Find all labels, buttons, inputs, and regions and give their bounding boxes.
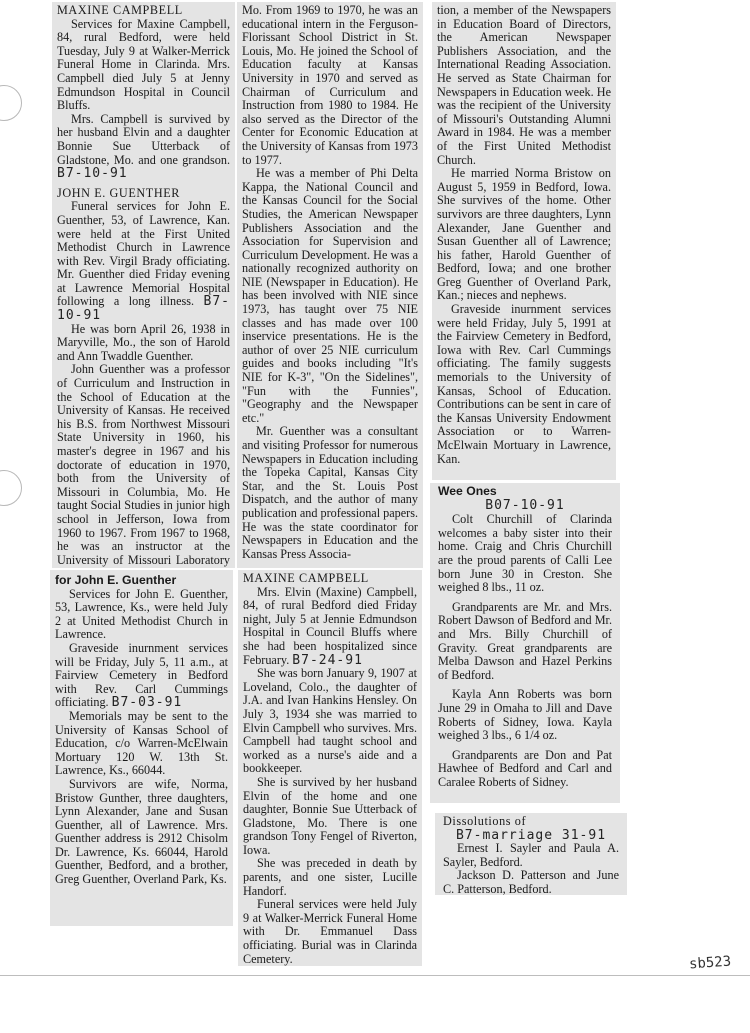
clipping-guenther-conclusion xyxy=(432,2,616,480)
clipping-dissolutions xyxy=(435,813,627,895)
clipping-maxine-guenther xyxy=(52,2,235,568)
paragraph: Grandparents are Mr. and Mrs. Robert Dawson of Bedford and Mr. and Mrs. Billy Churchill of Gravity. Great grandparents are Melba Dawson and Hazel Perkins of Bedford. xyxy=(438,599,612,682)
paragraph: Funeral services were held July 9 at Walker-Merrick Funeral Home with Dr. Emmanuel Dass officiating. Burial was in Clarinda Cemetery. xyxy=(243,897,417,966)
paragraph: Graveside inurnment services were held Friday, July 5, 1991 at the Fairview Cemetery in Bedford, Iowa with Rev. Carl Cummings officiating. The family suggests memorials to the University of Kansas, School of Education. Contributions can be sent in care of the Kansas University Endowment Association or to Warren-McElwain Mortuary in Lawrence, Kan. xyxy=(437,302,611,466)
paragraph: Colt Churchill of Clarinda welcomes a baby sister into their home. Craig and Chris Churchill are the proud parents of Calli Lee born June 30 in Creston. She weighed 8 lbs., 11 oz. xyxy=(438,512,612,595)
clipping-for-john-guenther xyxy=(50,570,233,926)
paragraph: Mrs. Campbell is survived by her husband Elvin and a daughter Bonnie Sue Utterback of Gladstone, Mo. and one grandson. B7-10-91 xyxy=(57,111,230,182)
paragraph: Graveside inurnment services will be Friday, July 5, 11 a.m., at Fairview Cemetery in Bedford with Rev. Carl Cummings officiating. B7-03-91 xyxy=(55,640,228,711)
paragraph: Services for Maxine Campbell, 84, rural Bedford, were held Tuesday, July 9 at Walker-Merrick Funeral Home in Clarinda. Mrs. Campbell died July 5 at Jenny Edmundson Hospital in Council Bluffs. xyxy=(57,16,230,113)
clipping-wee-ones xyxy=(430,483,620,803)
paragraph: She is survived by her husband Elvin of the home and one daughter, Bonnie Sue Utterback of Gladstone, Mo. There is one grandson Tony Fengel of Riverton, Iowa. xyxy=(243,774,417,857)
clipping-maxine-campbell-obituary xyxy=(238,570,422,966)
paragraph: John Guenther was a professor of Curriculum and Instruction in the School of Education at the University of Kansas. He received his B.S. from Northwest Missouri State University in 1960, his master's degree in 1967 and his doctorate of education in 1970, both from the University of Missouri in Columbia, Mo. He taught Social Studies in junior high school in Jefferson, Iowa from 1960 to 1967. From 1967 to 1968, he was an instructor at the University of Missouri Laboratory xyxy=(57,362,230,567)
paragraph: He was a member of Phi Delta Kappa, the National Council and the Kansas Council for the Social Studies, the American Newspaper Publishers Association and the Association for Supervision and Curriculum Development. He was a nationally recognized authority on NIE (Newspaper in Education). He has been involved with NIE since 1973, has taught over 75 NIE classes and has made over 100 inservice presentations. He is the author of over 25 NIE curriculum guides and books including "It's NIE for K-3", "On the Sidelines", "Fun with the Funnies", "Geography and the Newspaper etc." xyxy=(242,166,418,425)
paragraph: Jackson D. Patterson and June C. Patterson, Bedford. xyxy=(443,868,619,895)
handwritten-date: B7-10-91 xyxy=(57,166,128,182)
paragraph: Funeral services for John E. Guenther, 53, of Lawrence, Kan. were held at the First United Methodist Church in Lawrence with Rev. Virgil Brady officiating. Mr. Guenther died Friday evening at Lawrence Memorial Hospital following a long illness. B7-10-91 xyxy=(57,199,230,324)
paragraph: Mr. Guenther was a consultant and visiting Professor for numerous Newspapers in Education including the Topeka Capital, Kansas City Star, and the St. Louis Post Dispatch, and the author of many publication and professional papers. He was the state coordinator for Newspapers in Education and the Kansas Press Associa- xyxy=(242,424,418,561)
paragraph: She was preceded in death by parents, and one sister, Lucille Handorf. xyxy=(243,856,417,898)
binder-hole xyxy=(0,85,22,121)
paragraph: Kayla Ann Roberts was born June 29 in Omaha to Jill and Dave Roberts of Sidney, Iowa. Kayla weighed 3 lbs., 6 1/4 oz. xyxy=(438,687,612,743)
binder-hole xyxy=(0,470,22,506)
heading-maxine-campbell: MAXINE CAMPBELL xyxy=(57,3,183,17)
paragraph: Mrs. Elvin (Maxine) Campbell, 84, of rural Bedford died Friday night, July 5 at Jennie Edmundson Hospital in Council Bluffs where she had been hospitalized since February. B7-24-91 xyxy=(243,584,417,668)
margin-handwritten-note: sb523 xyxy=(688,953,732,973)
handwritten-date: B7-24-91 xyxy=(292,652,363,668)
paragraph: He was born April 26, 1938 in Maryville, Mo., the son of Harold and Ann Twaddle Guenther. xyxy=(57,321,230,363)
clipping-guenther-continued xyxy=(237,2,423,568)
paragraph: Ernest I. Sayler and Paula A. Sayler, Bedford. xyxy=(443,841,619,869)
headline: for John E. Guenther xyxy=(55,573,177,587)
handwritten-date: B7-marriage 31-91 xyxy=(455,827,607,843)
paragraph: tion, a member of the Newspapers in Education Board of Directors, the American Newspaper Publishers Association, and the International Reading Association. He served as State Chairman for Newspapers in Education week. He was the recipient of the University of Missouri's Outstanding Alumni Award in 1984. He was a member of the First United Methodist Church. xyxy=(437,3,611,167)
handwritten-date: B07-10-91 xyxy=(485,497,565,513)
handwritten-date-line xyxy=(438,499,612,513)
paragraph: She was born January 9, 1907 at Loveland, Colo., the daughter of J.A. and Ivan Hankins Hensley. On July 3, 1934 she was married to Elvin Campbell who survives. Mrs. Campbell had taught school and worked as a nurse's aide and a bookkeeper. xyxy=(243,666,417,776)
heading-maxine-campbell: MAXINE CAMPBELL xyxy=(243,571,369,585)
paragraph: Survivors are wife, Norma, Bristow Gunther, three daughters, Lynn Alexander, Jane and Susan Guenther, all of Lawrence. Mrs. Guenther address is 2912 Chisolm Dr. Lawrence, Ks. 66044, Harold Guenther, Bedford, and a brother, Greg Guenther, Overland Park, Ks. xyxy=(55,776,228,887)
heading-dissolutions: Dissolutions of xyxy=(443,814,527,828)
paragraph: He married Norma Bristow on August 5, 1959 in Bedford, Iowa. She survives of the home. Other survivors are three daughters, Lynn Alexander, Jane Guenther and Susan Guenther all of Lawrence; his father, Harold Guenther of Bedford, Iowa; and one brother Greg Guenther of Overland Park, Kan.; nieces and nephews. xyxy=(437,166,611,303)
paragraph: Mo. From 1969 to 1970, he was an educational intern in the Ferguson-Florissant School District in St. Louis, Mo. He joined the School of Education faculty at Kansas University in 1970 and served as Chairman of Curriculum and Instruction from 1980 to 1984. He also served as the Director of the Center for Economic Education at the University of Kansas from 1973 to 1977. xyxy=(242,3,418,167)
paragraph: Grandparents are Don and Pat Hawhee of Bedford and Carl and Caralee Roberts of Sidney. xyxy=(438,747,612,789)
paragraph: Services for John E. Guenther, 53, Lawrence, Ks., were held July 2 at United Methodist Church in Lawrence. xyxy=(55,586,228,642)
handwritten-date: B7-10-91 xyxy=(57,294,230,324)
handwritten-note-line xyxy=(443,829,619,843)
headline: Wee Ones xyxy=(438,484,497,498)
paragraph: Memorials may be sent to the University of Kansas School of Education, c/o Warren-McElwain Mortuary 120 W. 13th St. Lawrence, Ks., 66044. xyxy=(55,708,228,778)
handwritten-date: B7-03-91 xyxy=(111,695,183,711)
heading-john-guenther: JOHN E. GUENTHER xyxy=(57,185,181,200)
